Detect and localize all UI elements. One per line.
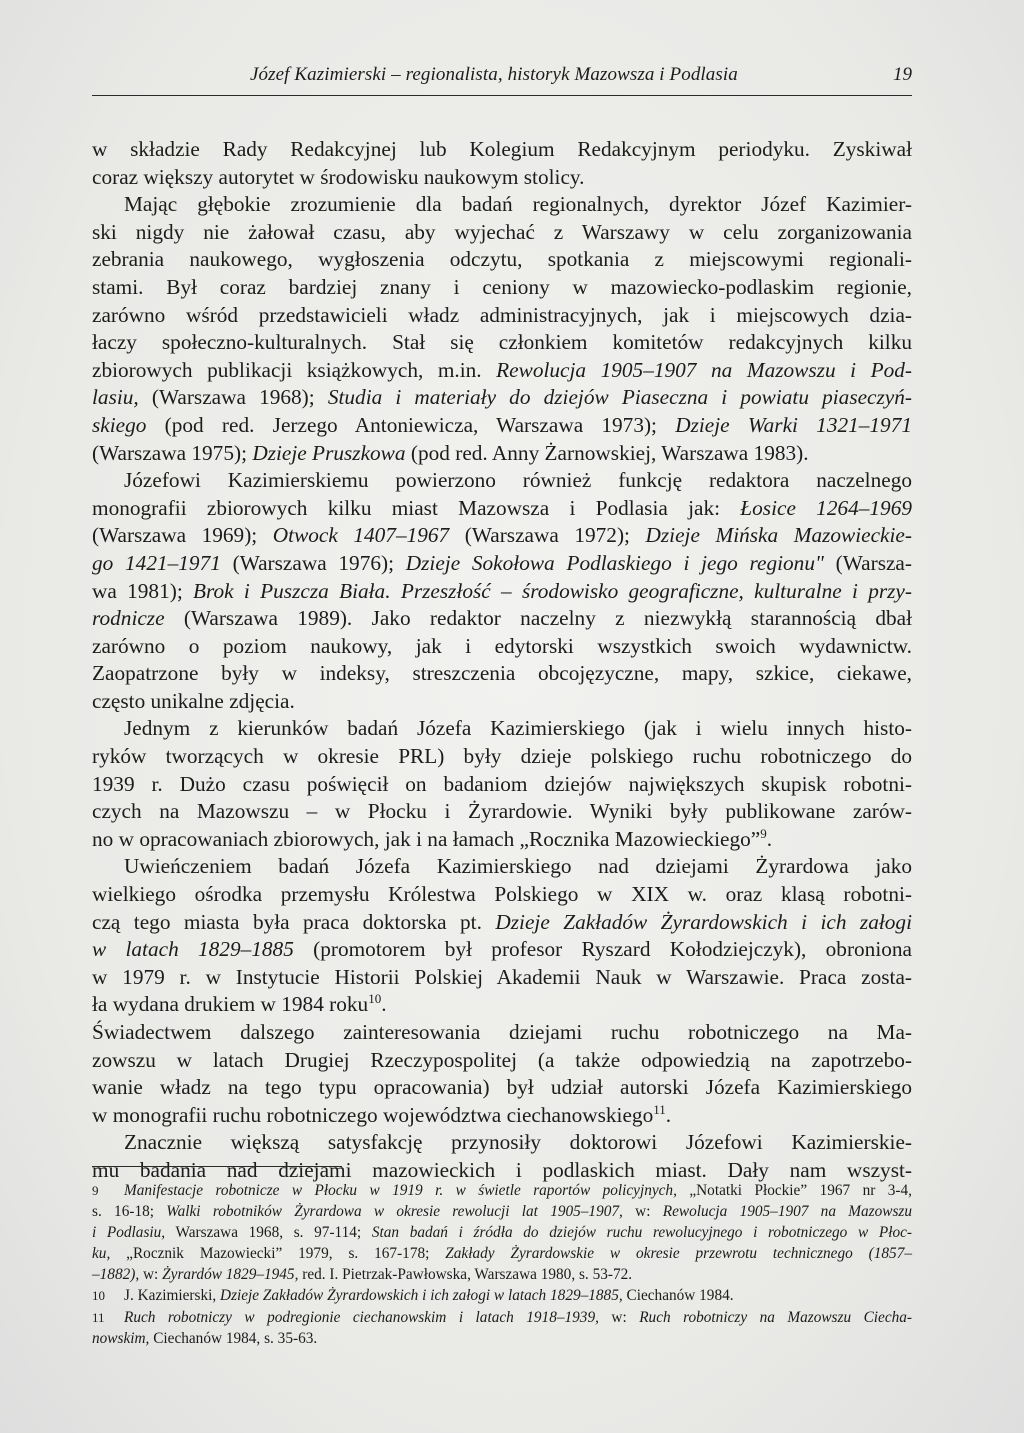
footnote-line: nowskim, Ciechanów 1984, s. 35-63.	[92, 1329, 318, 1347]
text-line: (Warszawa 1969); Otwock 1407–1967 (Warszawa 1972); Dzieje Mińska Mazowieckie-	[92, 523, 912, 548]
text-line: skiego (pod red. Jerzego Antoniewicza, Warszawa 1973); Dzieje Warki 1321–1971	[92, 412, 913, 437]
page-header	[92, 64, 912, 94]
text-line: czą tego miasta była praca doktorska pt. Dzieje Zakładów Żyrardowskich i ich załogi	[92, 909, 912, 934]
paragraph-5	[92, 853, 912, 1019]
text-line: Uwieńczeniem badań Józefa Kazimierskiego nad dziejami Żyrardowa jako	[124, 854, 912, 879]
footnote-ref-9: 9	[760, 825, 767, 841]
body-text	[92, 136, 912, 1185]
text-line: Zaopatrzone były w indeksy, streszczenia obcojęzyczne, mapy, szkice, ciekawe,	[92, 661, 912, 686]
text-line: ryków tworzących w okresie PRL) były dzieje polskiego ruchu robotniczego do	[92, 744, 912, 769]
text-line: w składzie Rady Redakcyjnej lub Kolegium Redakcyjnym periodyku. Zyskiwał	[92, 137, 912, 161]
text-line: ski nigdy nie żałował czasu, aby wyjechać z Warszawy w celu zorganizowania	[92, 219, 912, 244]
running-title: Józef Kazimierski – regionalista, historyk Mazowsza i Podlasia	[250, 64, 738, 85]
book-title: Dzieje Warki 1321–1971	[675, 412, 913, 437]
page-number: 19	[893, 64, 912, 85]
footnote-10	[92, 1285, 912, 1306]
text-line: zebrania naukowego, wygłoszenia odczytu, spotkania z miejscowymi regionali-	[92, 247, 912, 272]
text-line: Świadectwem dalszego zainteresowania dziejami ruchu robotniczego na Ma-	[92, 1020, 912, 1044]
paragraph-6	[92, 1019, 912, 1129]
footnote-number: 11	[92, 1309, 105, 1325]
book-title: rodnicze	[92, 606, 165, 631]
text-line: rodnicze (Warszawa 1989). Jako redaktor naczelny z niezwykłą starannością dbał	[92, 606, 912, 631]
text-line: w 1979 r. w Instytucie Historii Polskiej Akademii Nauk w Warszawie. Praca zosta-	[92, 964, 912, 989]
text-line: zowszu w latach Drugiej Rzeczypospolitej (a także odpowiedzią na zapotrzebo-	[92, 1047, 912, 1072]
footnotes	[92, 1180, 912, 1349]
footnote-ref-10: 10	[368, 991, 382, 1007]
text-line: Mając głębokie zrozumienie dla badań regionalnych, dyrektor Józef Kazimier-	[124, 192, 912, 217]
text-line: wielkiego ośrodka przemysłu Królestwa Polskiego w XIX w. oraz klasą robotni-	[92, 882, 912, 907]
footnote-line: J. Kazimierski, Dzieje Zakładów Żyrardowskich i ich załogi w latach 1829–1885, Ciechanów 1984.	[124, 1287, 734, 1305]
text-line: Jednym z kierunków badań Józefa Kazimierskiego (jak i wielu innych histo-	[124, 716, 912, 741]
book-title: Rewolucja 1905–1907 na Mazowszu i Pod-	[496, 357, 912, 382]
text-line: wa 1981); Brok i Puszcza Biała. Przeszłość – środowisko geograficzne, kulturalne i przy-	[92, 578, 912, 603]
text-line: zarówno o poziom naukowy, jak i edytorski wszystkich swoich wydawnictw.	[92, 633, 912, 658]
book-title: Brok i Puszcza Biała. Przeszłość – środowisko geograficzne, kulturalne i przy-	[193, 578, 912, 603]
text-line: zbiorowych publikacji książkowych, m.in. Rewolucja 1905–1907 na Mazowszu i Pod-	[92, 357, 912, 382]
text-line: 1939 r. Dużo czasu poświęcił on badaniom dziejów największych skupisk robotni-	[92, 771, 912, 796]
header-rule	[92, 95, 912, 96]
text-line: zarówno wśród przedstawicieli władz administracyjnych, jak i miejscowych dzia-	[92, 302, 912, 327]
paragraph-2	[92, 191, 912, 467]
paragraph-4	[92, 715, 912, 853]
footnote-line: i Podlasiu, Warszawa 1968, s. 97-114; Stan badań i źródła do dziejów ruchu rewolucyjnego i robotniczego w Płoc-	[92, 1224, 912, 1242]
book-title: Otwock 1407–1967	[272, 523, 450, 548]
text-line: ła wydana drukiem w 1984 roku$^{10}$.	[92, 991, 387, 1017]
book-title: Łosice 1264–1969	[740, 495, 913, 520]
text-line: lasiu, (Warszawa 1968); Studia i materiały do dziejów Piaseczna i powiatu piaseczyń-	[92, 385, 912, 410]
text-line: w monografii ruchu robotniczego województwa ciechanowskiego$^{11}$.	[92, 1101, 672, 1127]
text-line: wanie władz na tego typu opracowania) był udział autorski Józefa Kazimierskiego	[92, 1075, 912, 1100]
footnote-rule	[92, 1166, 342, 1167]
text-line: w latach 1829–1885 (promotorem był profesor Ryszard Kołodziejczyk), obroniona	[92, 937, 912, 962]
book-title: go 1421–1971	[92, 550, 221, 575]
text-line: no w opracowaniach zbiorowych, jak i na łamach „Rocznika Mazowieckiego”$^9$.	[92, 825, 773, 851]
footnote-line: Ruch robotniczy w podregionie ciechanowskim i latach 1918–1939, w: Ruch robotniczy na Mazowszu Ciecha-	[124, 1308, 913, 1326]
book-title: Dzieje Sokołowa Podlaskiego i jego regionu"	[405, 550, 824, 575]
paragraph-3	[92, 467, 912, 715]
text-line: monografii zbiorowych kilku miast Mazowsza i Podlasia jak: Łosice 1264–1969	[92, 495, 913, 520]
book-title: Dzieje Zakładów Żyrardowskich i ich załogi	[495, 909, 912, 934]
book-title: skiego	[92, 412, 147, 437]
text-line: (Warszawa 1975); Dzieje Pruszkowa (pod red. Anny Żarnowskiej, Warszawa 1983).	[92, 440, 809, 465]
book-title: Dzieje Mińska Mazowieckie-	[645, 523, 912, 548]
footnote-number: 9	[92, 1183, 99, 1198]
book-title: Dzieje Pruszkowa	[252, 440, 406, 465]
text-line: go 1421–1971 (Warszawa 1976); Dzieje Sokołowa Podlaskiego i jego regionu" (Warsza-	[92, 550, 912, 575]
book-title: w latach 1829–1885	[92, 937, 294, 962]
footnote-line: ku, „Rocznik Mazowiecki” 1979, s. 167-178; Zakłady Żyrardowskie w okresie przewrotu technicznego (1857–	[92, 1245, 913, 1263]
text-line: często unikalne zdjęcia.	[92, 688, 295, 713]
paragraph-7	[92, 1129, 912, 1184]
text-line: Józefowi Kazimierskiemu powierzono również funkcję redaktora naczelnego	[124, 468, 912, 493]
footnote-number: 10	[92, 1288, 105, 1304]
book-title: Studia i materiały do dziejów Piaseczna i powiatu piaseczyń-	[327, 385, 912, 410]
footnote-line: –1882), w: Żyrardów 1829–1945, red. I. Pietrzak-Pawłowska, Warszawa 1980, s. 53-72.	[92, 1266, 633, 1284]
text-line: Znacznie większą satysfakcję przynosiły doktorowi Józefowi Kazimierskie-	[124, 1130, 912, 1155]
text-line: czych na Mazowszu – w Płocku i Żyrardowie. Wyniki były publikowane zarów-	[92, 799, 912, 824]
book-title: lasiu,	[92, 385, 139, 410]
footnote-ref-11: 11	[653, 1101, 666, 1117]
text-line: łaczy społeczno-kulturalnych. Stał się członkiem komitetów redakcyjnych kilku	[92, 330, 912, 355]
footnote-11	[92, 1307, 912, 1349]
paragraph-1	[92, 136, 912, 191]
text-line: mu badania nad dziejami mazowieckich i podlaskich miast. Dały nam wszyst-	[92, 1157, 912, 1182]
footnote-line: Manifestacje robotnicze w Płocku w 1919 r. w świetle raportów policyjnych, „Notatki Płockie” 1967 nr 3-4,	[124, 1182, 912, 1199]
text-line: stami. Był coraz bardziej znany i ceniony w mazowiecko-podlaskim regionie,	[92, 274, 912, 299]
text-line: coraz większy autorytet w środowisku naukowym stolicy.	[92, 164, 585, 189]
footnote-9	[92, 1180, 912, 1285]
footnote-line: s. 16-18; Walki robotników Żyrardowa w okresie rewolucji lat 1905–1907, w: Rewolucja 1905–1907 na Mazowszu	[92, 1203, 913, 1221]
